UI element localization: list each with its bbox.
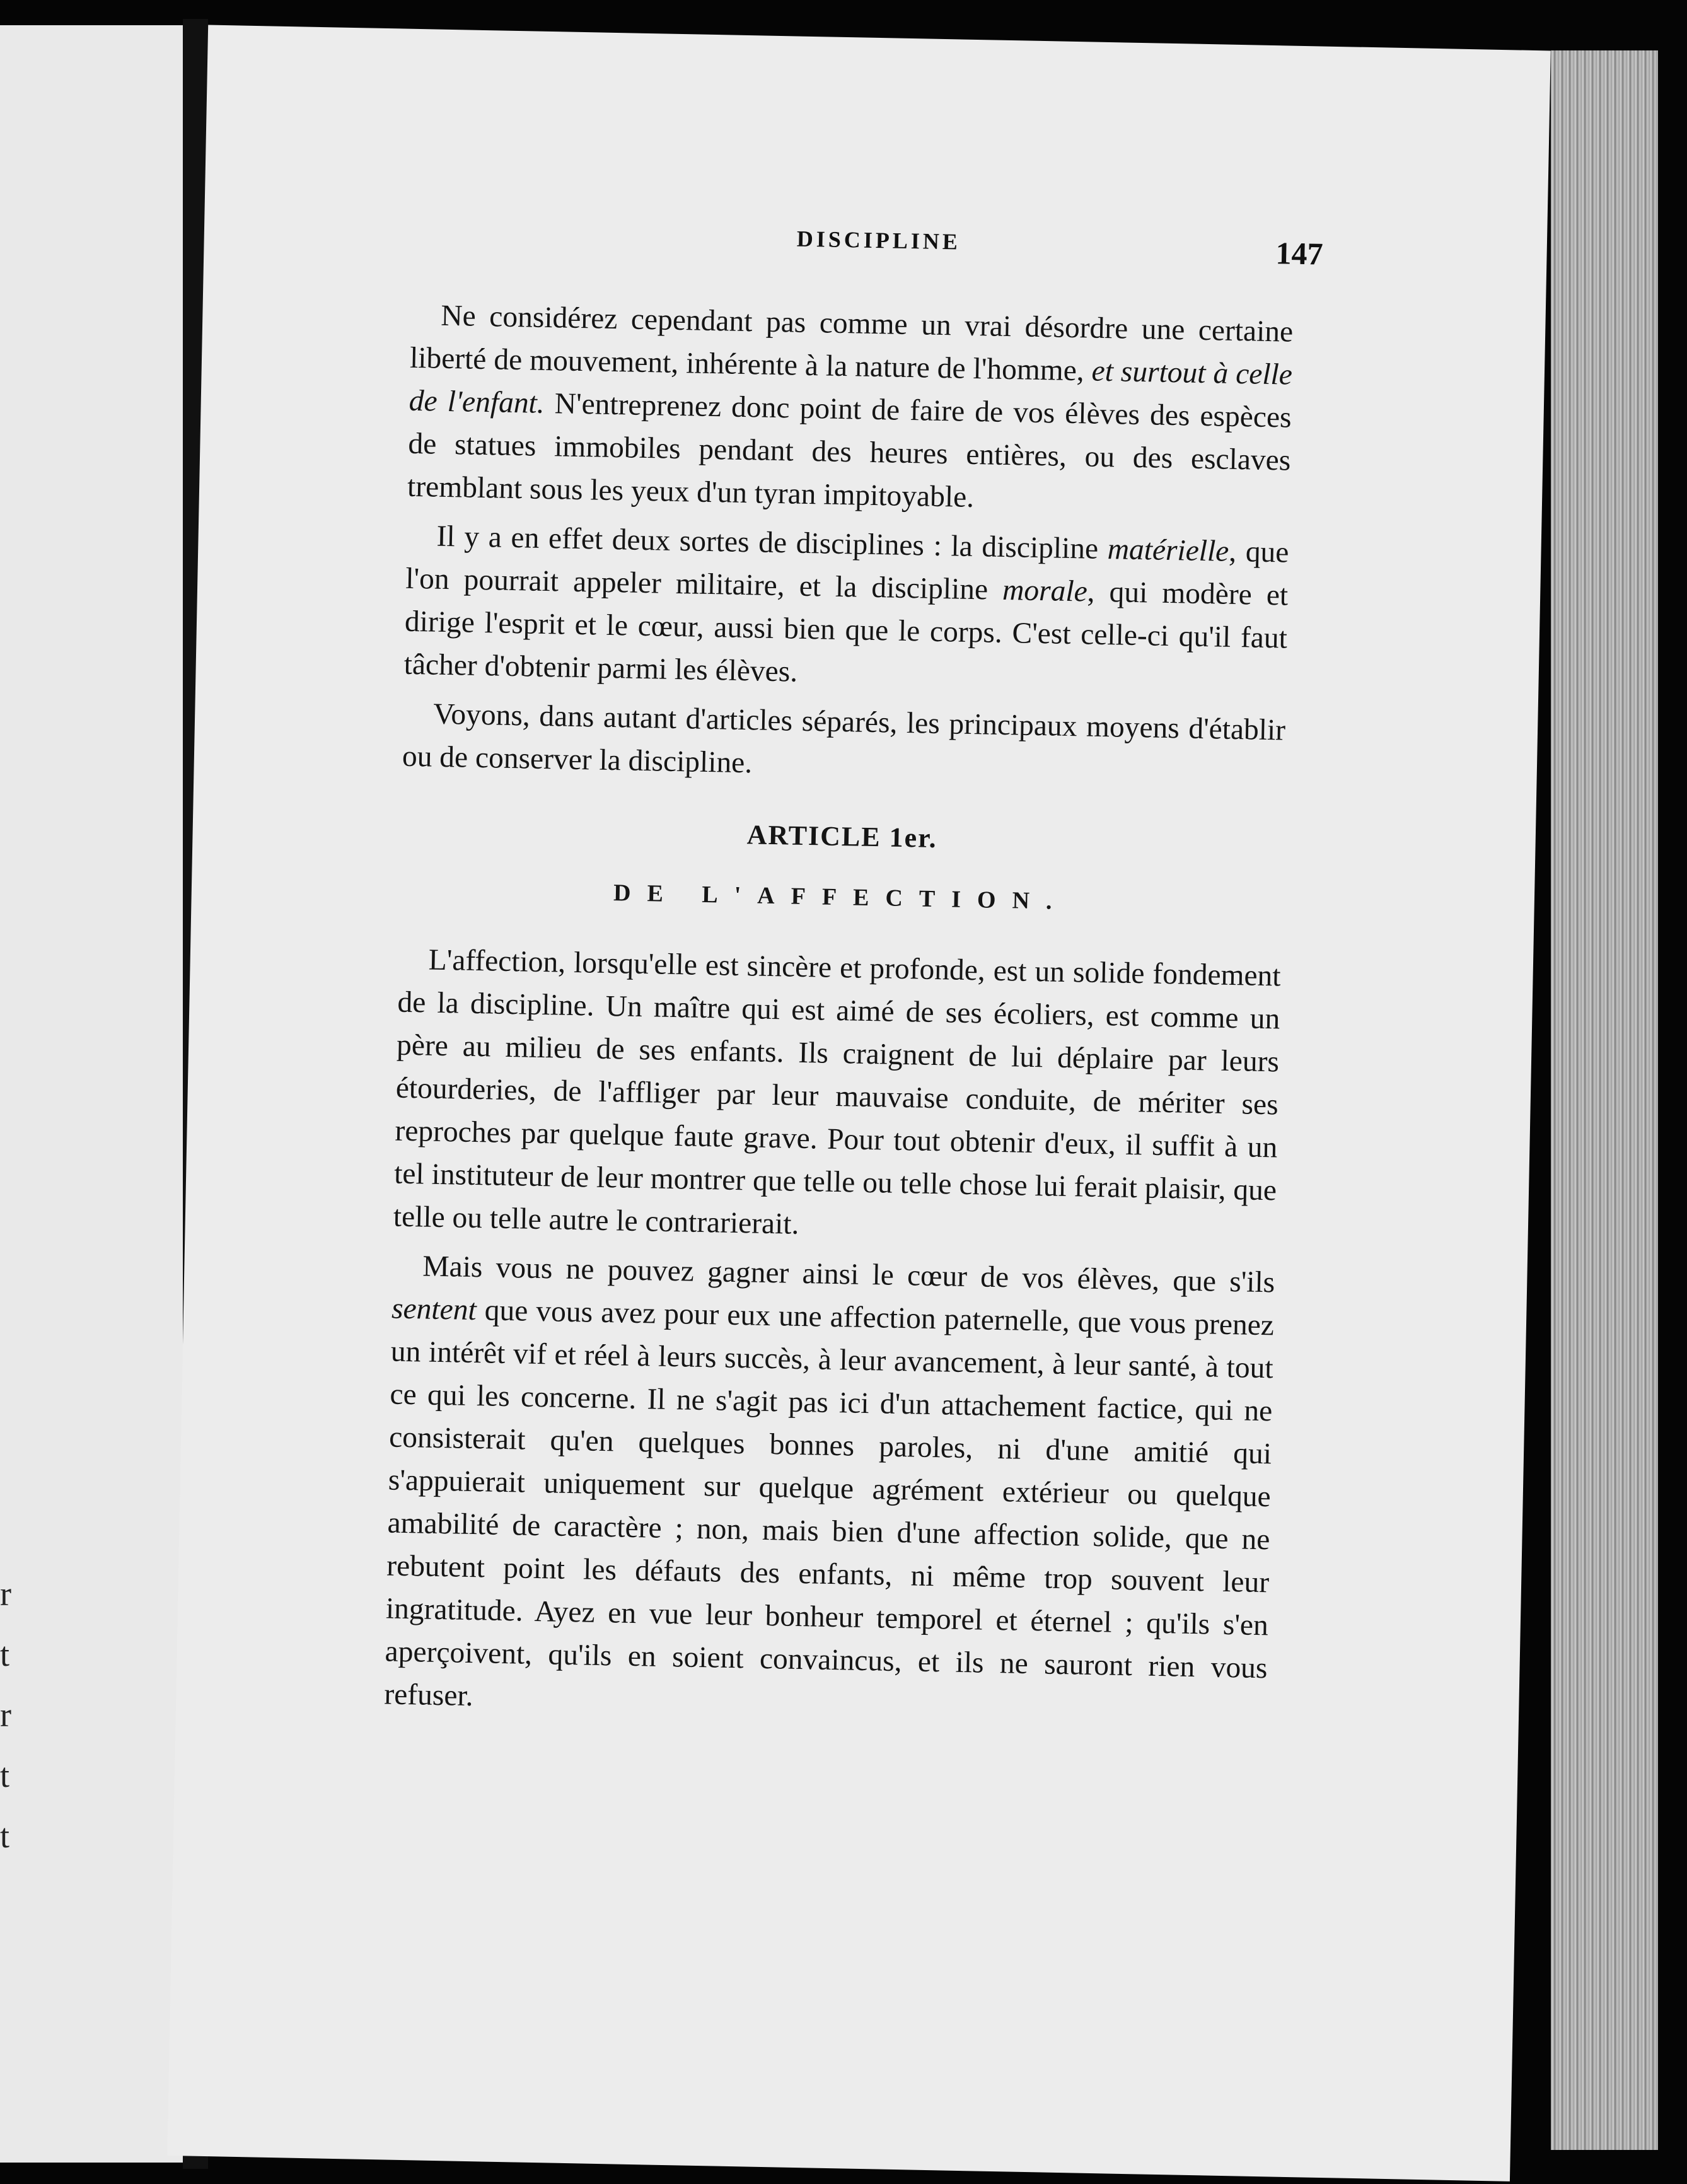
paragraph [402,692,1285,795]
margin-mark: t [0,1817,10,1855]
paragraph-text: Voyons, dans autant d'articles séparés, les principaux moyens d'établir ou de conserver la discipline. [402,697,1286,780]
left-margin-marks [0,1564,15,1866]
section-title: DE L'AFFECTION. [613,880,1069,915]
paragraph-text: L'affection, lorsqu'elle est sincère et profonde, est un solide fondement de la discipline. Un maître qui est aimé de ses écoliers, est comme un père au milieu de ses enfants. Ils craignent de lui déplaire par leurs étourderies, de l'affliger par leur mauvaise conduite, de mériter ses reproches par quelque faute grave. Pour tout obtenir d'eux, il suffit à un tel instituteur de leur montrer que telle ou telle chose lui ferait plaisir, que telle ou telle autre le contrarierait. [393,943,1282,1241]
italic-text: morale [1002,573,1088,608]
page-number: 147 [1275,235,1324,272]
italic-text: matérielle [1107,533,1229,568]
paragraphs-top [402,294,1293,795]
running-title: DISCIPLINE [796,226,961,255]
body-text [384,294,1294,1739]
margin-mark: r [0,1575,11,1613]
book-page-edges [1551,50,1658,2150]
italic-text: sentent [391,1292,477,1327]
margin-mark: t [0,1635,10,1673]
article-heading: ARTICLE 1er. [746,819,938,854]
paragraph [403,514,1289,703]
margin-mark: t [0,1757,10,1794]
paragraph-text: , que l'on pourrait appeler militaire, et la discipline [405,535,1289,607]
book-page [167,25,1550,2181]
paragraph-text: Il y a en effet deux sortes de disciplines : la discipline [436,520,1108,566]
left-facing-page [0,25,188,2163]
paragraphs-bottom [384,938,1281,1733]
running-head [204,214,1547,290]
paragraph-text: , qui modère et dirige l'esprit et le cœur, aussi bien que le corps. C'est celle-ci qu'il faut tâcher d'obtenir parmi les élèves. [403,575,1289,688]
paragraph-text: que vous avez pour eux une affection paternelle, que vous prenez un intérêt vif et réel à leurs succès, à leur avancement, à leur santé, à tout ce qui les concerne. Il ne s'agit pas ici d'un attachement factice, qui ne consisterait qu'en quelques bonnes paroles, ni d'une amitié qui s'appuierait uniquement sur quelque agrément extérieur ou quelque amabilité de caractère ; non, mais bien d'une affection solide, que ne rebutent point les défauts des enfants, ni même trop souvent leur ingratitude. Ayez en vue leur bonheur temporel et éternel ; qu'ils s'en aperçoivent, qu'ils en soient convaincus, et ils ne sauront rien vous refuser. [383,1294,1275,1713]
paragraph [384,1245,1275,1733]
paragraph [393,938,1281,1255]
italic-text: et surtout à celle de l'enfant. [409,354,1293,420]
margin-mark: r [0,1696,11,1734]
paragraph-text: Mais vous ne pouvez gagner ainsi le cœur de vos élèves, que s'ils [422,1250,1275,1299]
paragraph-text: Ne considérez cependant pas comme un vrai désordre une certaine liberté de mouvement, inhérente à la nature de l'homme, [409,299,1294,388]
paragraph [407,294,1294,525]
paragraph-text: N'entreprenez donc point de faire de vos élèves des espèces de statues immobiles pendant des heures entières, ou des esclaves tremblant sous les yeux d'un tyran impitoyable. [407,386,1292,514]
